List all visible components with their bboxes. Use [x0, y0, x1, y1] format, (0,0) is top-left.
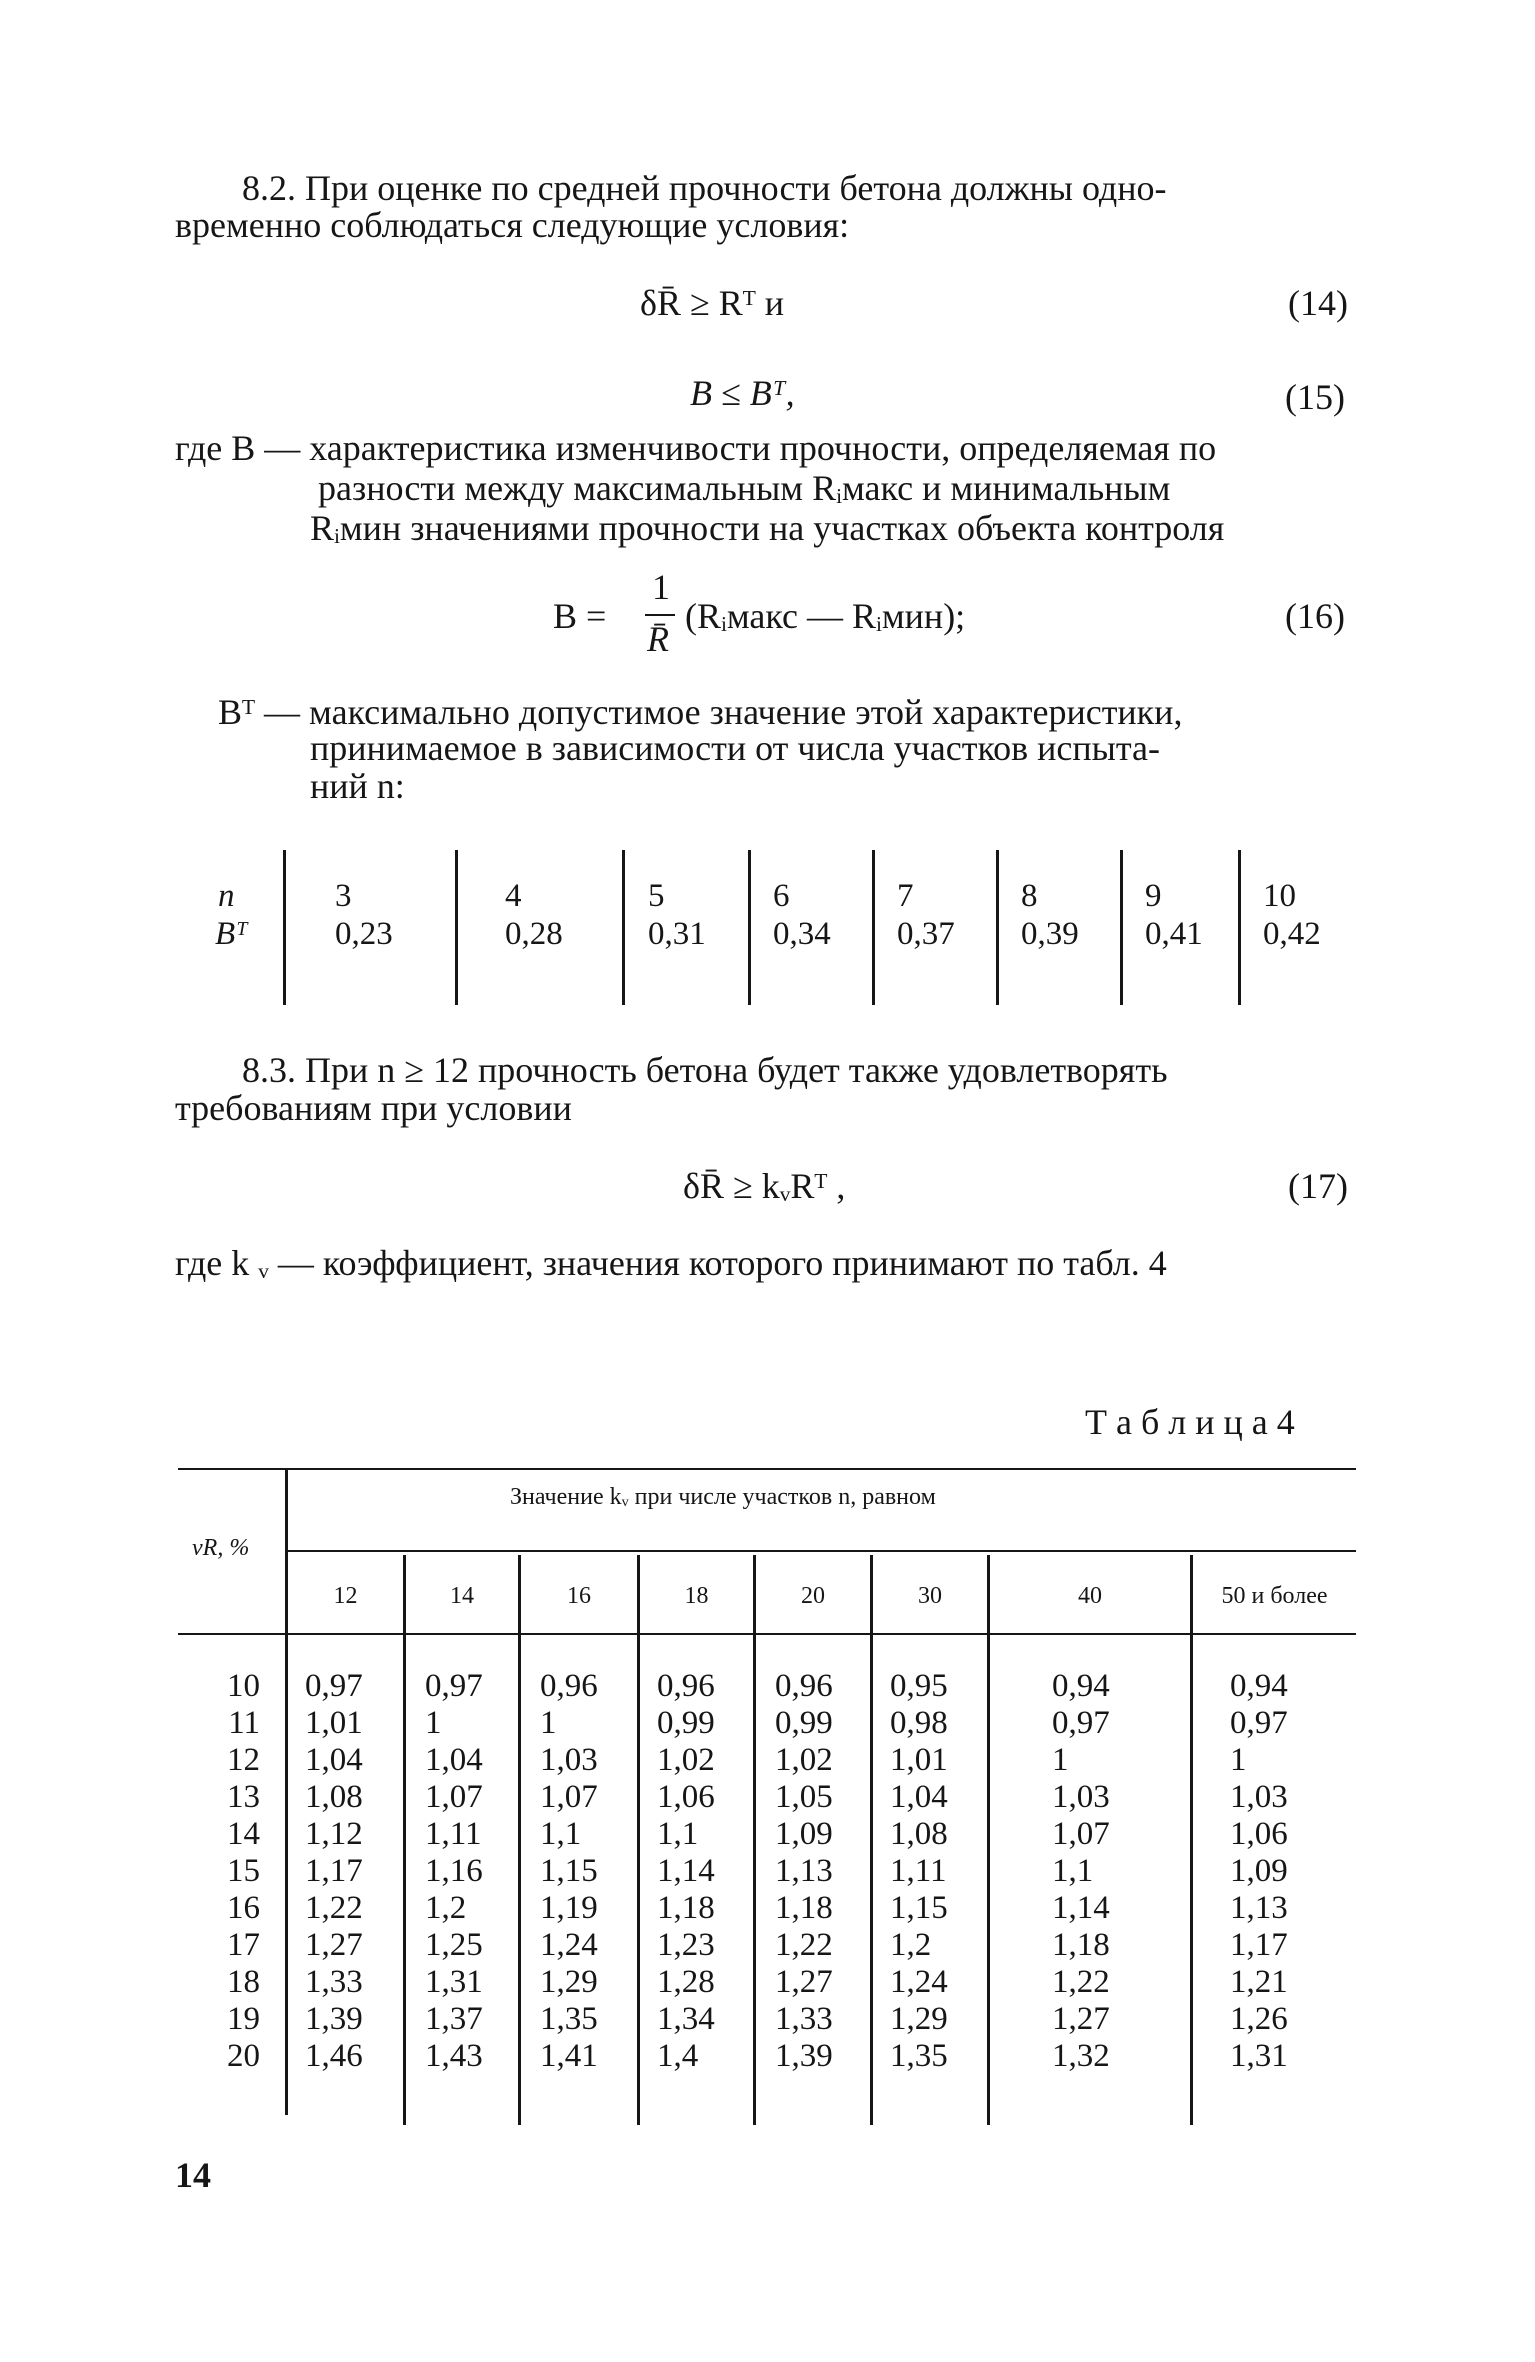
table-4-cell: 1,04 [890, 1779, 948, 1815]
table-4-cell: 1,18 [775, 1890, 833, 1926]
table-4-cell: 1,21 [1230, 1964, 1288, 2000]
table-4-data-column [305, 1668, 363, 2075]
table-4-cell: 1,27 [1052, 2001, 1110, 2037]
table-4-cell: 1 [425, 1705, 442, 1741]
table-n-divider [748, 850, 751, 1005]
table-4-cell: 1,12 [305, 1816, 363, 1852]
paragraph-8-3-line2: требованиям при условии [175, 1088, 572, 1128]
table-4-divider [403, 1555, 406, 2125]
table-4-cell: 1,35 [890, 2038, 948, 2074]
definition-bt-line1: Bᵀ — максимально допустимое значение этой характеристики, [218, 692, 1183, 732]
table-bt-value: 0,28 [505, 916, 563, 952]
table-4-cell: 1,03 [1052, 1779, 1110, 1815]
table-4-cell: 1,26 [1230, 2001, 1288, 2037]
table-n-value: 7 [897, 878, 914, 914]
table-4-divider [285, 1470, 288, 2115]
table-4-cell: 0,99 [775, 1705, 833, 1741]
equation-14-number: (14) [1288, 283, 1348, 323]
table-n-value: 5 [648, 878, 665, 914]
table-4-cell: 1,27 [305, 1927, 363, 1963]
table-4-cell: 1,11 [890, 1853, 947, 1889]
table-4-cell: 1,04 [425, 1742, 483, 1778]
table-4-cell: 1,15 [890, 1890, 948, 1926]
equation-16-lhs: B = [553, 596, 607, 636]
table-4-cell: 1,37 [425, 2001, 483, 2037]
equation-16-number: (16) [1285, 596, 1345, 636]
paragraph-8-2-line1: 8.2. При оценке по средней прочности бетона должны одно- [242, 168, 1167, 208]
definition-b-line2: разности между максимальным Rᵢмакс и минимальным [318, 468, 1171, 508]
definition-bt-line3: ний n: [310, 766, 405, 806]
table-bt-value: 0,31 [648, 916, 706, 952]
table-n-divider [872, 850, 875, 1005]
table-4-v-value: 14 [227, 1816, 260, 1852]
table-4-column-header: 20 [801, 1583, 825, 1609]
table-4-cell: 1,1 [1052, 1853, 1094, 1889]
table-4-cell: 0,96 [657, 1668, 715, 1704]
table-4-data-column [1052, 1668, 1110, 2075]
table-4-cell: 1,07 [540, 1779, 598, 1815]
table-bt-value: 0,39 [1021, 916, 1079, 952]
table-n-row-label-n: n [218, 878, 235, 914]
table-4-cell: 1,08 [305, 1779, 363, 1815]
table-4-column-header: 18 [684, 1583, 709, 1609]
table-4-cell: 1,07 [425, 1779, 483, 1815]
table-4-cell: 0,97 [305, 1668, 363, 1704]
equation-15: B ≤ Bᵀ, [690, 373, 795, 413]
table-4-top-rule [178, 1468, 1356, 1470]
table-4-cell: 1,31 [1230, 2038, 1288, 2074]
table-4-cell: 1,33 [305, 1964, 363, 2000]
table-4-cell: 1,22 [1052, 1964, 1110, 2000]
table-4-cell: 1,18 [1052, 1927, 1110, 1963]
table-4-cell: 1,25 [425, 1927, 483, 1963]
equation-17-number: (17) [1288, 1166, 1348, 1206]
table-4-cell: 1,19 [540, 1890, 598, 1926]
table-4-cell: 0,97 [1230, 1705, 1288, 1741]
paragraph-8-3-line1: 8.3. При n ≥ 12 прочность бетона будет также удовлетворять [242, 1050, 1168, 1090]
table-4-cell: 1,1 [657, 1816, 699, 1852]
equation-14: δR̄ ≥ Rᵀ и [640, 283, 785, 323]
table-n-value: 10 [1263, 878, 1296, 914]
table-4-v-value: 18 [227, 1964, 260, 2000]
table-4-cell: 1,24 [890, 1964, 948, 2000]
table-4-cell: 0,96 [775, 1668, 833, 1704]
equation-16-fraction-numerator: 1 [652, 567, 670, 607]
table-4-divider [987, 1555, 990, 2125]
definition-b-line3: Rᵢмин значениями прочности на участках объекта контроля [310, 508, 1225, 548]
table-4-cell: 1,1 [540, 1816, 582, 1852]
equation-17: δR̄ ≥ kᵥRᵀ , [683, 1166, 846, 1206]
equation-16-rhs: (Rᵢмакс — Rᵢмин); [685, 596, 966, 636]
table-4-cell: 1,29 [540, 1964, 598, 2000]
table-4-cell: 1,29 [890, 2001, 948, 2037]
table-4-cell: 0,99 [657, 1705, 715, 1741]
table-4-column-header: 30 [918, 1583, 942, 1609]
table-4-data-column [657, 1668, 715, 2075]
table-4-v-column [200, 1668, 260, 2075]
table-4-cell: 0,94 [1230, 1668, 1288, 1704]
table-4-data-column [540, 1668, 598, 2075]
table-4-cell: 1,22 [775, 1927, 833, 1963]
table-bt-value: 0,42 [1263, 916, 1321, 952]
table-4-column-header: 40 [1078, 1583, 1102, 1609]
table-4-cell: 1,22 [305, 1890, 363, 1926]
definition-kv: где k ᵥ — коэффициент, значения которого принимают по табл. 4 [175, 1243, 1167, 1283]
table-4-data-column [775, 1668, 833, 2075]
table-n-divider [283, 850, 286, 1005]
table-4-column-header: 50 и более [1221, 1583, 1328, 1609]
table-4-cell: 1,04 [305, 1742, 363, 1778]
table-4-cell: 1,43 [425, 2038, 483, 2074]
table-4-v-value: 11 [228, 1705, 260, 1741]
table-4-header-bottom-rule [178, 1633, 1356, 1635]
table-n-value: 9 [1145, 878, 1162, 914]
table-4-cell: 1,11 [425, 1816, 482, 1852]
table-4-v-value: 17 [227, 1927, 260, 1963]
table-4-cell: 1,05 [775, 1779, 833, 1815]
table-4-cell: 0,97 [1052, 1705, 1110, 1741]
table-bt-value: 0,37 [897, 916, 955, 952]
table-4-cell: 1 [1230, 1742, 1247, 1778]
table-4-row-header: vR, % [192, 1535, 250, 1561]
table-4-cell: 1,23 [657, 1927, 715, 1963]
table-4-cell: 1,32 [1052, 2038, 1110, 2074]
table-4-divider [637, 1555, 640, 2125]
table-4-column-header: 16 [567, 1583, 591, 1609]
table-bt-value: 0,34 [773, 916, 831, 952]
table-bt-value: 0,23 [335, 916, 393, 952]
table-4-cell: 1,14 [657, 1853, 715, 1889]
table-n-divider [455, 850, 458, 1005]
table-n-value: 6 [773, 878, 790, 914]
table-4-cell: 1,07 [1052, 1816, 1110, 1852]
table-4-cell: 1,39 [775, 2038, 833, 2074]
table-4-group-header: Значение kᵥ при числе участков n, равном [510, 1484, 936, 1510]
equation-16-fraction-denominator: R̄ [647, 619, 669, 659]
table-4-v-value: 13 [227, 1779, 260, 1815]
table-4-cell: 1,16 [425, 1853, 483, 1889]
table-4-cell: 1 [1052, 1742, 1069, 1778]
paragraph-8-2-line2: временно соблюдаться следующие условия: [175, 205, 850, 245]
table-4-data-column [1230, 1668, 1288, 2075]
table-n-value: 8 [1021, 878, 1038, 914]
table-4-subheader-rule [288, 1550, 1356, 1552]
table-4-cell: 1,09 [1230, 1853, 1288, 1889]
table-4-cell: 1 [540, 1705, 557, 1741]
table-4-cell: 1,01 [305, 1705, 363, 1741]
table-4-data-column [890, 1668, 948, 2075]
table-4-v-value: 16 [227, 1890, 260, 1926]
equation-16-fraction-bar [645, 614, 675, 616]
table-4-cell: 1,2 [890, 1927, 932, 1963]
table-4-cell: 1,17 [1230, 1927, 1288, 1963]
table-4-column-header: 14 [450, 1583, 474, 1609]
table-4-column-header: 12 [333, 1583, 358, 1609]
table-4-cell: 1,13 [775, 1853, 833, 1889]
table-4-cell: 1,03 [540, 1742, 598, 1778]
table-4-cell: 1,03 [1230, 1779, 1288, 1815]
table-n-divider [1238, 850, 1241, 1005]
table-n-value: 3 [335, 878, 352, 914]
table-4-cell: 0,94 [1052, 1668, 1110, 1704]
table-4-cell: 1,34 [657, 2001, 715, 2037]
table-4-cell: 1,46 [305, 2038, 363, 2074]
table-4-cell: 1,14 [1052, 1890, 1110, 1926]
table-n-row-label-bt: Bᵀ [215, 916, 248, 952]
table-4-cell: 1,01 [890, 1742, 948, 1778]
equation-15-number: (15) [1285, 377, 1345, 417]
table-4-cell: 0,98 [890, 1705, 948, 1741]
table-4-caption: Т а б л и ц а 4 [1085, 1402, 1295, 1442]
table-4-cell: 1,18 [657, 1890, 715, 1926]
table-4-cell: 1,06 [657, 1779, 715, 1815]
table-4-cell: 1,41 [540, 2038, 598, 2074]
table-n-divider [1120, 850, 1123, 1005]
table-4-cell: 0,96 [540, 1668, 598, 1704]
table-4-cell: 1,2 [425, 1890, 467, 1926]
table-4-cell: 1,15 [540, 1853, 598, 1889]
table-4-v-value: 20 [227, 2038, 260, 2074]
table-n-value: 4 [505, 878, 522, 914]
page-number: 14 [175, 2155, 211, 2195]
table-4-cell: 1,33 [775, 2001, 833, 2037]
table-4-cell: 1,13 [1230, 1890, 1288, 1926]
table-4-data-column [425, 1668, 483, 2075]
table-4-cell: 1,35 [540, 2001, 598, 2037]
table-4-cell: 1,02 [657, 1742, 715, 1778]
table-4-cell: 1,06 [1230, 1816, 1288, 1852]
table-4-v-value: 19 [227, 2001, 260, 2037]
table-4-cell: 0,95 [890, 1668, 948, 1704]
table-4-v-value: 10 [227, 1668, 260, 1704]
table-4-cell: 1,17 [305, 1853, 363, 1889]
table-4-cell: 1,31 [425, 1964, 483, 2000]
table-4-divider [1190, 1555, 1193, 2125]
table-4-cell: 1,28 [657, 1964, 715, 2000]
table-4-divider [753, 1555, 756, 2125]
table-4-cell: 1,24 [540, 1927, 598, 1963]
table-4-v-value: 12 [227, 1742, 260, 1778]
table-4-cell: 1,09 [775, 1816, 833, 1852]
definition-b-line1: где B — характеристика изменчивости прочности, определяемая по [175, 428, 1217, 468]
definition-bt-line2: принимаемое в зависимости от числа участков испыта- [310, 728, 1160, 768]
table-n-divider [996, 850, 999, 1005]
table-4-cell: 1,4 [657, 2038, 699, 2074]
table-4-cell: 1,27 [775, 1964, 833, 2000]
table-4-cell: 1,39 [305, 2001, 363, 2037]
table-4-v-value: 15 [227, 1853, 260, 1889]
table-4-divider [870, 1555, 873, 2125]
table-n-divider [622, 850, 625, 1005]
table-bt-value: 0,41 [1145, 916, 1203, 952]
table-4-cell: 0,97 [425, 1668, 483, 1704]
table-4-cell: 1,02 [775, 1742, 833, 1778]
table-4-cell: 1,08 [890, 1816, 948, 1852]
table-4-divider [518, 1555, 521, 2125]
